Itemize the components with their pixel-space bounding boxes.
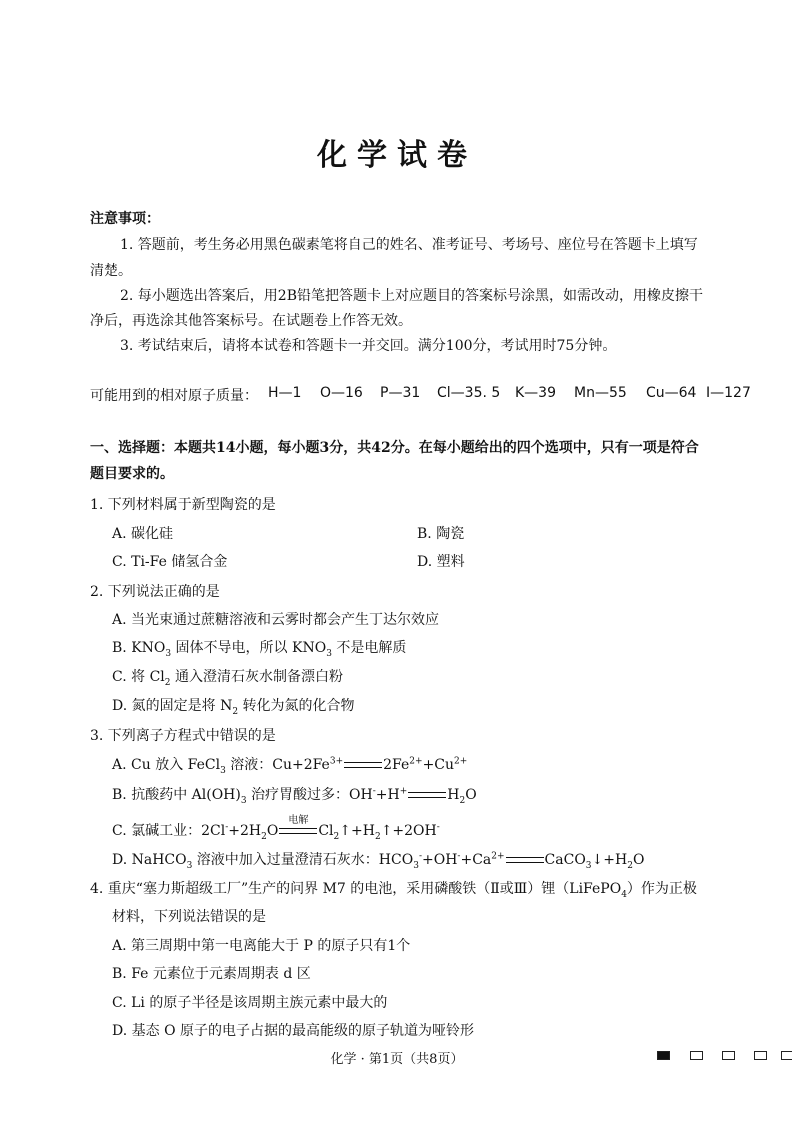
q1-stem: 1. 下列材料属于新型陶瓷的是 (90, 497, 276, 513)
atomic-mass-cl: Cl—35. 5 (437, 385, 501, 401)
notice-item-3: 3. 考试结束后，请将本试卷和答题卡一并交回。满分100分，考试用时75分钟。 (120, 338, 617, 354)
q4-option-a: A. 第三周期中第一电离能大于 P 的原子只有1个 (112, 938, 411, 954)
notice-item-1-line-1: 1. 答题前，考生务必用黑色碳素笔将自己的姓名、准考证号、考场号、座位号在答题卡上填写 (120, 237, 698, 253)
q1-option-c: C. Ti-Fe 储氢合金 (112, 554, 228, 570)
equals-sign (408, 792, 446, 798)
q1-option-d: D. 塑料 (417, 554, 465, 570)
q2-option-b: B. $KNO_3$ 固体不导电，所以 $KNO_3$ 不是电解质 (112, 640, 407, 659)
page-marker-empty (690, 1051, 703, 1060)
q3-option-b: B. 抗酸药中 $Al(OH)_3$ 治疗胃酸过多：OH-+H+ $H_2O$ (112, 786, 477, 806)
notice-item-2-line-2: 净后，再选涂其他答案标号。在试题卷上作答无效。 (90, 313, 412, 329)
q3-option-c: C. 氯碱工业：$2Cl^-+2H_2O$ 电解 $Cl_2↑+H_2↑+2OH^-$ (112, 815, 440, 842)
q4-option-d: D. 基态 O 原子的电子占据的最高能级的原子轨道为哑铃形 (112, 1023, 475, 1039)
atomic-mass-o: O—16 (320, 385, 363, 401)
atomic-mass-cu: Cu—64 (646, 385, 697, 401)
page-marker-empty (722, 1051, 735, 1060)
atomic-mass-p: P—31 (380, 385, 421, 401)
q3-stem: 3. 下列离子方程式中错误的是 (90, 728, 276, 744)
atomic-masses-label: 可能用到的相对原子质量： (90, 388, 258, 404)
page-marker-empty (781, 1051, 792, 1060)
atomic-mass-h: H—1 (268, 385, 302, 401)
atomic-mass-mn: Mn—55 (574, 385, 627, 401)
atomic-mass-k: K—39 (515, 385, 556, 401)
q2-option-c: C. 将 $Cl_2$ 通入澄清石灰水制备漂白粉 (112, 669, 343, 688)
q4-option-b: B. Fe 元素位于元素周期表 d 区 (112, 966, 311, 982)
page-title: 化学试卷 (317, 138, 477, 173)
notice-item-2-line-1: 2. 每小题选出答案后，用2B铅笔把答题卡上对应题目的答案标号涂黑，如需改动，用橡皮擦干 (120, 288, 704, 304)
atomic-mass-i: I—127 (706, 385, 751, 401)
notice-heading: 注意事项： (90, 211, 160, 227)
equals-sign (344, 762, 382, 768)
notice-item-1-line-2: 清楚。 (90, 263, 132, 279)
q3-option-a: A. Cu 放入 FeCl$_3$ 溶液：$Cu+2Fe^{3+}$ $2Fe^{2+}+Cu^{2+}$ (112, 756, 468, 776)
page-number: 化学 · 第1页（共8页） (330, 1052, 464, 1067)
q1-option-a: A. 碳化硅 (112, 526, 174, 542)
q1-option-b: B. 陶瓷 (417, 526, 465, 542)
q2-option-d: D. 氮的固定是将 $N_2$ 转化为氮的化合物 (112, 698, 355, 717)
q4-option-c: C. Li 的原子半径是该周期主族元素中最大的 (112, 995, 388, 1011)
section-1-heading-line-2: 题目要求的。 (90, 466, 174, 482)
electrolysis-equals: 电解 (278, 823, 318, 839)
section-1-heading-line-1: 一、选择题：本题共14小题，每小题3分，共42分。在每小题给出的四个选项中，只有一项是符合 (90, 440, 699, 456)
q2-stem: 2. 下列说法正确的是 (90, 584, 220, 600)
q2-option-a: A. 当光束通过蔗糖溶液和云雾时都会产生丁达尔效应 (112, 612, 440, 628)
q4-stem-line-1: 4. 重庆“塞力斯超级工厂”生产的问界 M7 的电池，采用磷酸铁（Ⅱ或Ⅲ）锂（LiFePO$_4$）作为正极 (90, 881, 697, 900)
page-marker-empty (754, 1051, 767, 1060)
page-marker-filled (657, 1051, 670, 1060)
equals-sign (506, 857, 544, 863)
q3-option-d: D. NaHCO$_3$ 溶液中加入过量澄清石灰水：$HCO_3^-+OH^-+Ca^{2+}$ $CaCO_3↓+H_2O$ (112, 851, 645, 871)
q4-stem-line-2: 材料，下列说法错误的是 (112, 909, 266, 925)
